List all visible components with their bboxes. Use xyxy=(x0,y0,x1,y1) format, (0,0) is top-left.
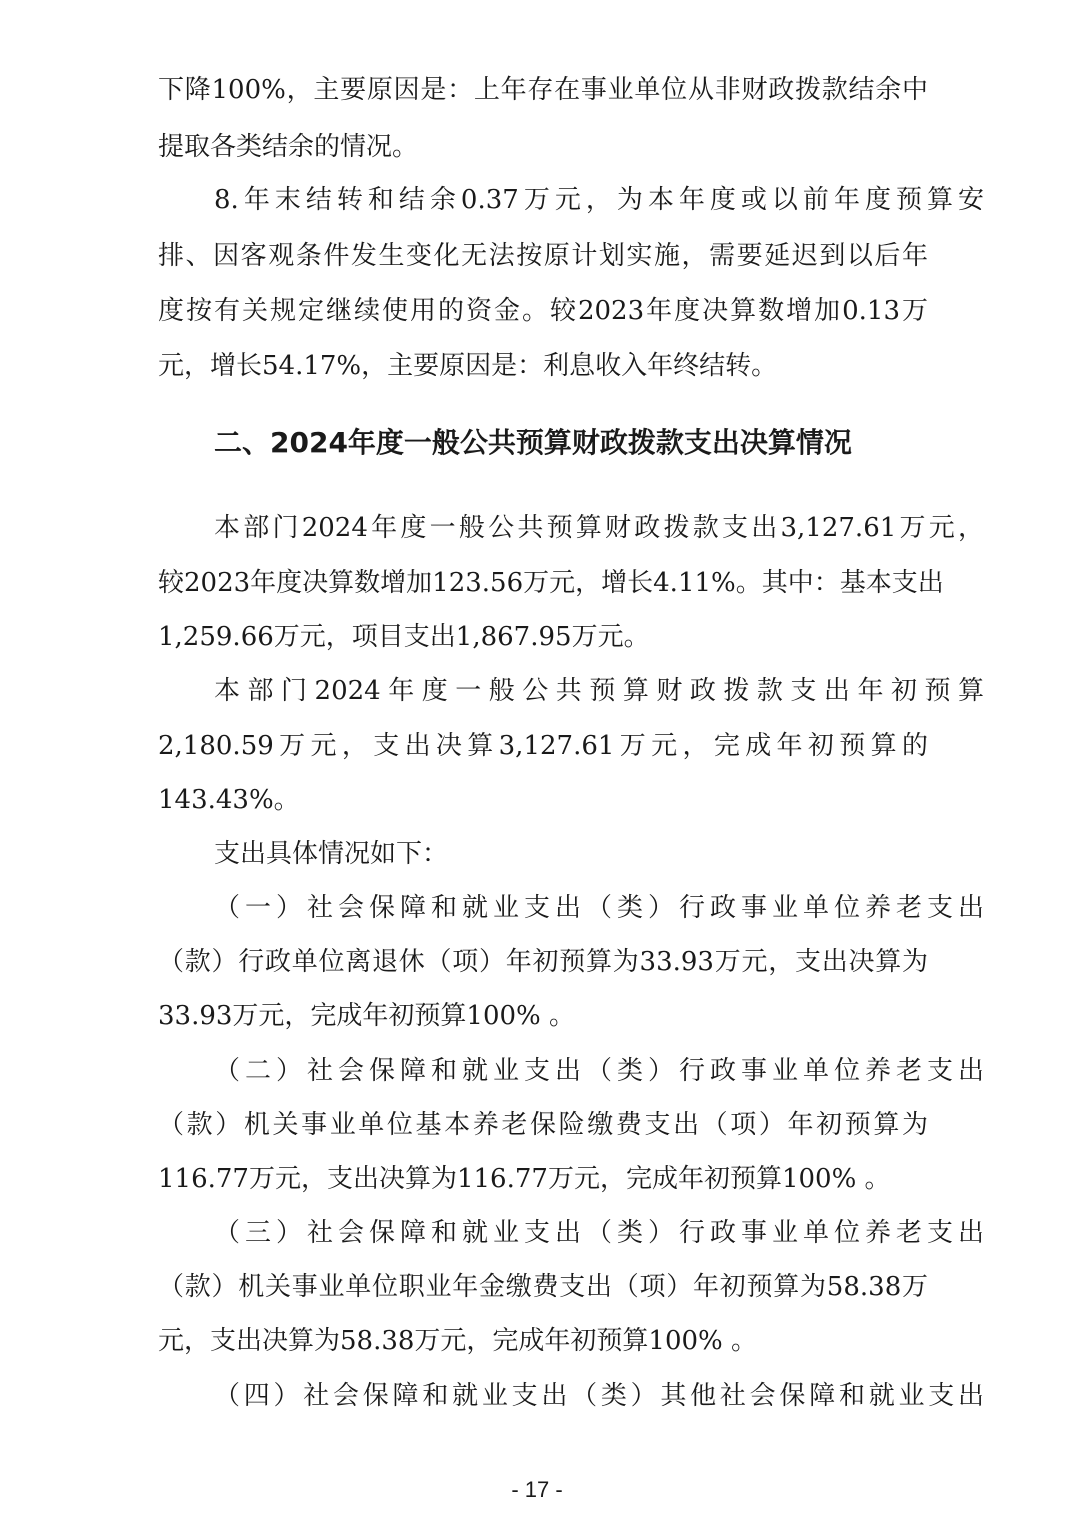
section-heading: 二、2024年度一般公共预算财政拨款支出决算情况 xyxy=(214,426,852,459)
text-line: 排、因客观条件发生变化无法按原计划实施，需要延迟到以后年 xyxy=(158,241,928,271)
text-line: 116.77万元，支出决算为116.77万元，完成年初预算100% 。 xyxy=(158,1164,891,1194)
text-line: 8.年末结转和结余0.37万元，为本年度或以前年度预算安 xyxy=(214,185,984,215)
text-line: （四）社会保障和就业支出（类）其他社会保障和就业支出 xyxy=(214,1381,984,1411)
text-line: 1,259.66万元，项目支出1,867.95万元。 xyxy=(158,622,650,652)
text-line: 本部门2024年度一般公共预算财政拨款支出年初预算 xyxy=(214,676,984,706)
text-line: （款）机关事业单位职业年金缴费支出（项）年初预算为58.38万 xyxy=(158,1272,928,1302)
text-line: 提取各类结余的情况。 xyxy=(158,132,419,162)
page-number: - 17 - xyxy=(511,1477,563,1502)
text-line: （款）行政单位离退休（项）年初预算为33.93万元，支出决算为 xyxy=(158,947,928,977)
text-line: 元，增长54.17%，主要原因是：利息收入年终结转。 xyxy=(158,351,778,381)
text-line: 33.93万元，完成年初预算100% 。 xyxy=(158,1001,576,1031)
text-line: 143.43%。 xyxy=(158,785,300,815)
text-line: （三）社会保障和就业支出（类）行政事业单位养老支出 xyxy=(214,1218,984,1248)
text-line: 2,180.59万元，支出决算3,127.61万元，完成年初预算的 xyxy=(158,731,928,761)
text-line: 下降100%，主要原因是：上年存在事业单位从非财政拨款结余中 xyxy=(158,75,928,105)
text-line: 元，支出决算为58.38万元，完成年初预算100% 。 xyxy=(158,1326,758,1356)
text-line: 度按有关规定继续使用的资金。较2023年度决算数增加0.13万 xyxy=(158,296,928,326)
text-line: （二）社会保障和就业支出（类）行政事业单位养老支出 xyxy=(214,1056,984,1086)
text-line: 本部门2024年度一般公共预算财政拨款支出3,127.61万元， xyxy=(214,513,984,543)
text-line: 支出具体情况如下： xyxy=(214,839,449,869)
text-line: 较2023年度决算数增加123.56万元，增长4.11%。其中：基本支出 xyxy=(158,568,944,598)
text-line: （一）社会保障和就业支出（类）行政事业单位养老支出 xyxy=(214,893,984,923)
text-line: （款）机关事业单位基本养老保险缴费支出（项）年初预算为 xyxy=(158,1110,928,1140)
